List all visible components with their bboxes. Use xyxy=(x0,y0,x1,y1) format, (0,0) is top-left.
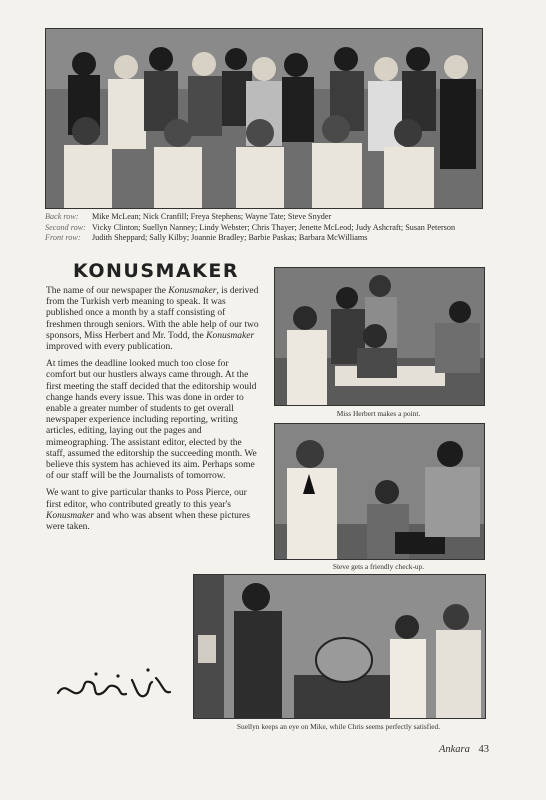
caption-photo-c: Suellyn keeps an eye on Mike, while Chris seems perfectly satisfied. xyxy=(236,722,441,731)
caption-photo-a: Miss Herbert makes a point. xyxy=(336,409,421,418)
p1-text-e: improved with every publication. xyxy=(46,342,173,353)
photo-typewriter xyxy=(274,423,485,560)
p1-text-a: The name of our newspaper the xyxy=(46,286,169,296)
page-footer xyxy=(439,744,489,755)
p1-title-1: Konusmaker xyxy=(168,286,217,296)
roster-back-names: Mike McLean; Nick Cranfill; Freya Stephens; Wayne Tate; Steve Snyder xyxy=(92,212,332,221)
roster-front-label: Front row: xyxy=(45,233,81,242)
page-number: 43 xyxy=(478,744,489,755)
p3-text-a: We want to give particular thanks to Poss Pierce, our first editor, who contributed greatly to this year's xyxy=(46,488,247,510)
caption-photo-b: Steve gets a friendly check-up. xyxy=(332,562,425,571)
roster-back-row xyxy=(45,212,485,223)
roster-back-label: Back row: xyxy=(45,212,79,221)
article-body xyxy=(46,286,259,539)
paragraph-3 xyxy=(46,488,259,533)
p3-text-c: and who was absent when these pictures were taken. xyxy=(46,510,250,533)
photo-mimeograph xyxy=(193,574,486,719)
paragraph-1 xyxy=(46,286,259,353)
group-photo-figures xyxy=(46,29,482,208)
roster xyxy=(45,212,485,244)
section-heading: KONUSMAKER xyxy=(73,260,239,282)
photo-staff-meeting xyxy=(274,267,485,406)
handwritten-signature xyxy=(52,658,182,718)
paragraph-2: At times the deadline looked much too close for comfort but our hustlers always came through. At the first meeting the staff decided that the editorship would change hands every issue. This was done in order to enable a greater number of students to get overall newspaper experience including reporting, writing articles, editing, laying out the pages and mimeographing. The assistant editor, elected by the staff, assumed the editorship the succeeding month. We believe this system has achieved its aim. Perhaps some of our staff will be the Journalists of tomorrow. xyxy=(46,359,257,482)
roster-front-names: Judith Sheppard; Sally Kilby; Joannie Bradley; Barbie Paskas; Barbara McWilliams xyxy=(92,233,368,242)
roster-second-row xyxy=(45,223,485,234)
roster-front-row xyxy=(45,233,485,244)
book-title: Ankara xyxy=(438,744,470,755)
roster-second-names: Vicky Clinton; Suellyn Nanney; Lindy Webster; Chris Thayer; Jenette McLeod; Judy Ashcraft; Susan Peterson xyxy=(92,222,456,232)
roster-second-label: Second row: xyxy=(45,222,86,232)
p3-title: Konusmaker xyxy=(46,510,95,521)
group-photo xyxy=(45,28,483,209)
p1-title-2: Konusmaker xyxy=(206,330,255,341)
p1-text-c: , is derived from the Turkish verb meaning to speak. It was published once a month by a staff consisting of freshmen through seniors. With the able help of our two sponsors, Miss Herbert and Mr. Todd, the xyxy=(46,286,259,341)
